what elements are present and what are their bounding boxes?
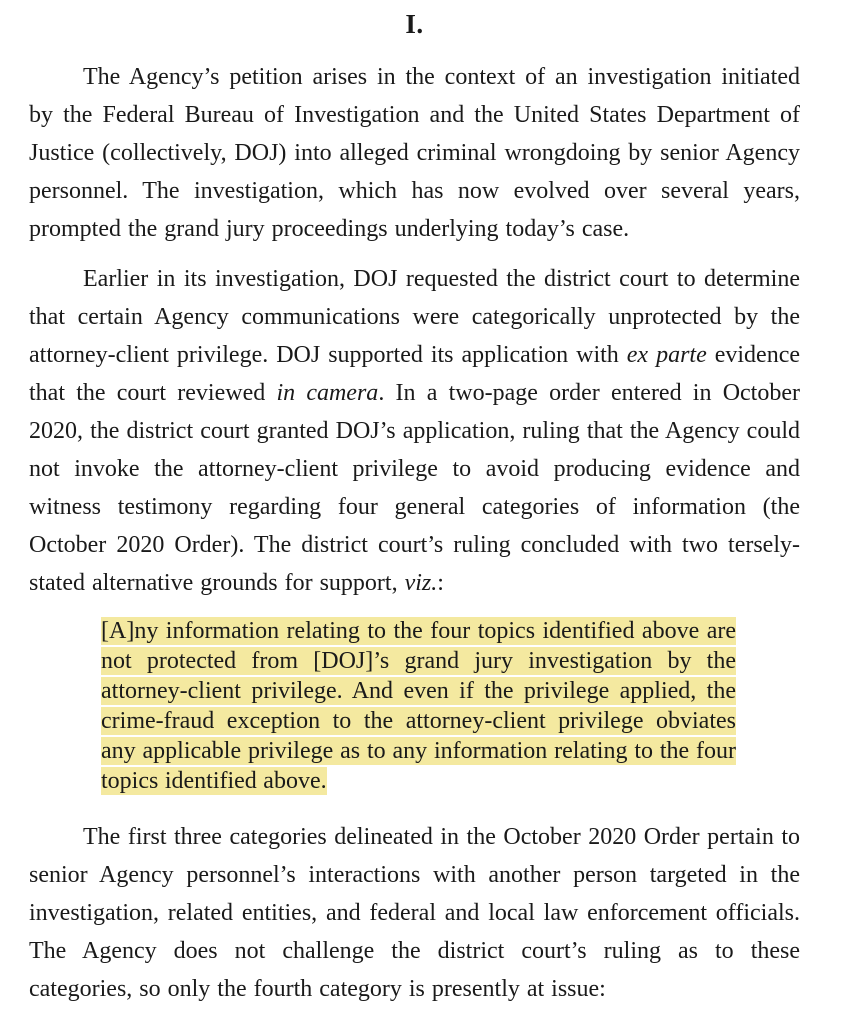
paragraph-2-text-b: evidence that the court reviewed [29, 342, 800, 406]
paragraph-3: The first three categories delineated in the October 2020 Order pertain to senior Agency personnel’s interactions with another person targeted in the investigation, related entities, and federal and local law enforcement officials. The Agency does not challenge the district court’s ruling as to these categories, so only the fourth category is presently at issue: [29, 824, 800, 1002]
latin-term-in-camera: in camera [276, 380, 379, 406]
latin-term-ex-parte: ex parte [626, 342, 707, 368]
section-heading: I. [405, 9, 424, 39]
block-quote [101, 616, 736, 796]
paragraph-1: The Agency’s petition arises in the context of an investigation initiated by the Federal Bureau of Investigation and the United States Department of Justice (collectively, DOJ) into alleged criminal wrongdoing by senior Agency personnel. The investigation, which has now evolved over several years, prompted the grand jury proceedings underlying today’s case. [29, 64, 800, 242]
paragraph-2-text-d: : [437, 570, 444, 596]
paragraph-2-text-c: . In a two-page order entered in October 2020, the district court granted DOJ’s application, ruling that the Agency could not invoke the attorney-client privilege to avoid producing evidence and witness testimony regarding four general categories of information (the October 2020 Order). The district court’s ruling concluded with two tersely-stated alternative grounds for support, [29, 380, 800, 596]
latin-term-viz: viz. [404, 570, 438, 596]
highlighted-quote-text: [A]ny information relating to the four topics identified above are not protected from [DOJ]’s grand jury investigation by the attorney-client privilege. And even if the privilege applied, the crime-fraud exception to the attorney-client privilege obviates any applicable privilege as to any information relating to the four topics identified above. [101, 618, 736, 794]
paragraph-2-text-a: Earlier in its investigation, DOJ requested the district court to determine that certain Agency communications were categorically unprotected by the attorney-client privilege. DOJ supported its application with [29, 266, 800, 368]
paragraph-2 [29, 260, 800, 602]
